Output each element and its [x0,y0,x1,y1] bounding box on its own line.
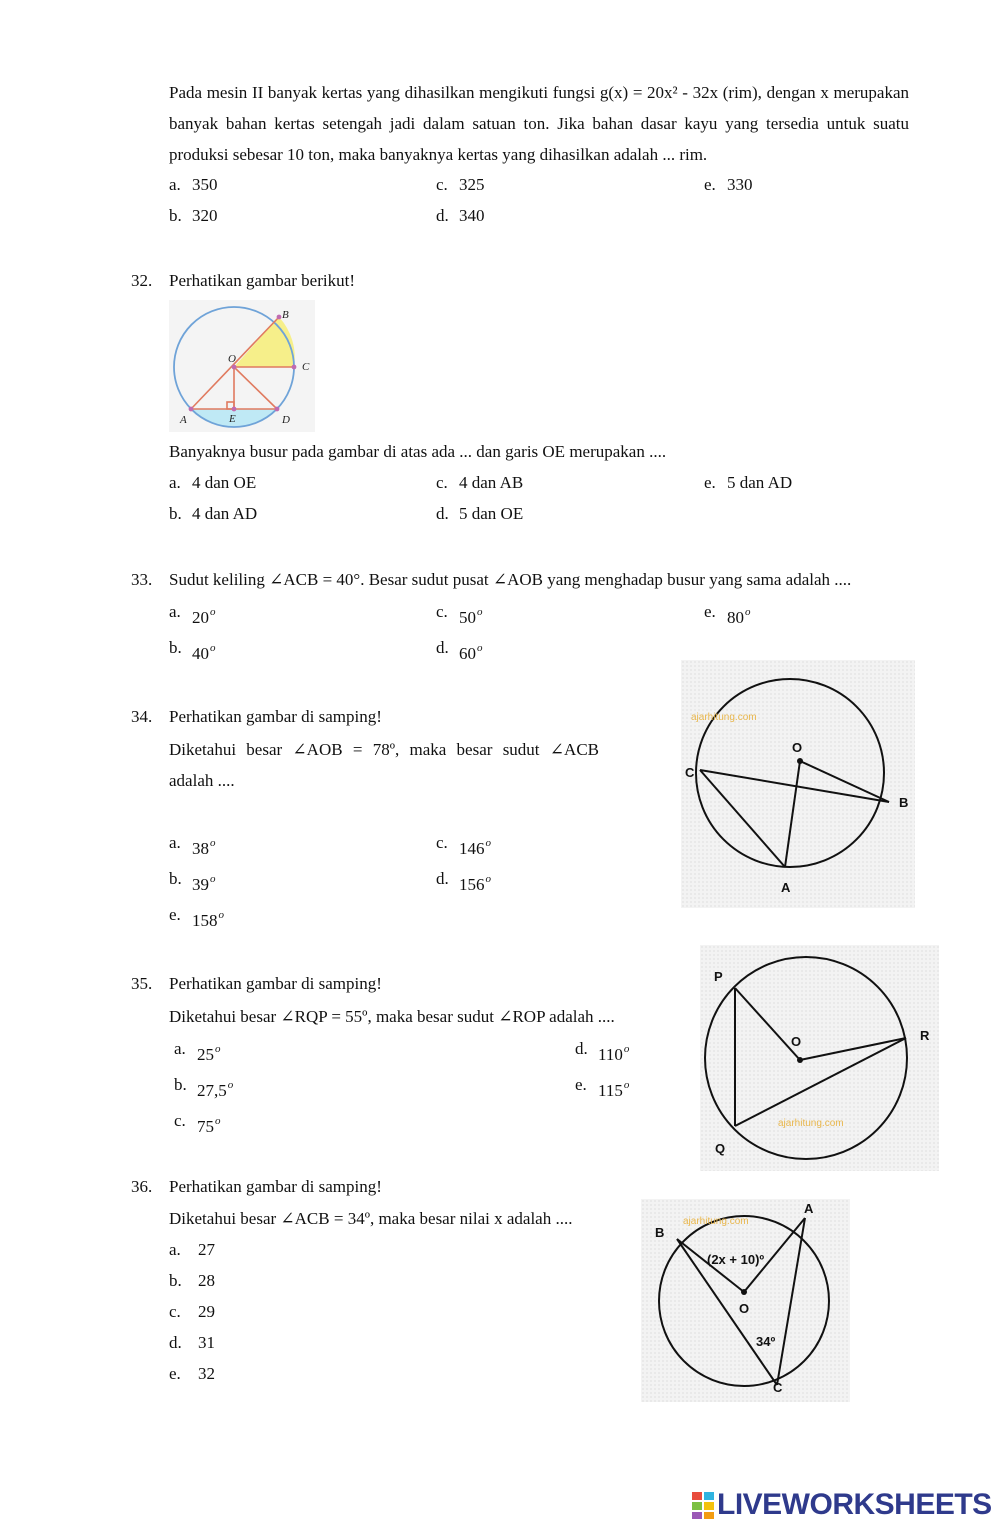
q31-option-c[interactable]: c. 325 [436,175,485,194]
q33-option-b[interactable]: b. 40$^o$ [169,638,216,663]
q36-option-a[interactable]: a. 27 [169,1240,215,1259]
q32-option-b[interactable]: b. 4 dan AD [169,504,258,523]
q36-option-e[interactable]: e. 32 [169,1364,215,1383]
q34-circle-figure [681,660,915,908]
q35-prompt: Perhatikan gambar di samping! [169,974,382,993]
q35-label-r: R [920,1028,930,1043]
q34-label-c: C [685,765,695,780]
q35-label-q: Q [715,1141,726,1156]
q35-center-point [797,1057,803,1063]
q34-label-a: A [781,880,791,895]
q31-option-e[interactable]: e. 330 [704,175,753,194]
q32-circle-figure [169,300,315,432]
q36-center-point [741,1289,747,1295]
q35-option-b[interactable]: b. 27,5$^o$ [174,1075,234,1100]
q35-label-p: P [714,969,723,984]
q35-option-d[interactable]: d. 110$^o$ [575,1039,630,1064]
q31-option-b[interactable]: b. 320 [169,206,218,225]
q34-label-o: O [792,740,803,755]
q34-prompt: Perhatikan gambar di samping! [169,707,382,726]
q34-option-c[interactable]: c. 146$^o$ [436,833,491,858]
q34-option-b[interactable]: b. 39$^o$ [169,869,216,894]
q32-label-d: D [282,414,290,426]
q32-option-c[interactable]: c. 4 dan AB [436,473,524,492]
q36-option-b[interactable]: b. 28 [169,1271,215,1290]
q35-line1: Diketahui besar ∠RQP = 55º, maka besar sudut ∠ROP adalah .... [169,1007,615,1026]
q32-label-o: O [228,353,236,365]
q32-option-a[interactable]: a. 4 dan OE [169,473,257,492]
q32-number: 32. [131,271,153,290]
liveworksheets-logo [692,1488,992,1522]
q33-option-a[interactable]: a. 20$^o$ [169,602,216,627]
q34-line2: adalah .... [169,771,235,790]
q33-option-c[interactable]: c. 50$^o$ [436,602,483,627]
q35-watermark: ajarhitung.com [778,1118,844,1129]
q34-number: 34. [131,707,153,726]
q36-label-expr: (2x + 10)º [707,1252,765,1267]
q36-label-c: C [773,1380,783,1395]
q35-option-a[interactable]: a. 25$^o$ [174,1039,221,1064]
q34-lines [700,761,889,867]
liveworksheets-logo-icon [692,1491,714,1519]
q33-option-d[interactable]: d. 60$^o$ [436,638,483,663]
q34-label-b: B [899,795,909,810]
q36-circle-figure [641,1199,850,1402]
q36-label-angle: 34º [756,1334,776,1349]
q32-label-c: C [302,361,310,373]
q36-number: 36. [131,1177,153,1196]
q34-option-e[interactable]: e. 158$^o$ [169,905,224,930]
q36-option-c[interactable]: c. 29 [169,1302,215,1321]
q35-number: 35. [131,974,153,993]
q36-line1: Diketahui besar ∠ACB = 34º, maka besar nilai x adalah .... [169,1209,573,1228]
liveworksheets-brand-text: LIVEWORKSHEETS [717,1488,992,1521]
q35-option-e[interactable]: e. 115$^o$ [575,1075,630,1100]
q32-label-b: B [282,309,289,321]
q36-label-b: B [655,1225,665,1240]
q32-label-e: E [229,413,236,425]
q34-line1: Diketahui besar ∠AOB = 78º, maka besar sudut ∠ACB [169,740,599,759]
q36-option-d[interactable]: d. 31 [169,1333,215,1352]
q33-text: Sudut keliling ∠ACB = 40°. Besar sudut pusat ∠AOB yang menghadap busur yang sama adalah .... [169,570,852,589]
q35-label-o: O [791,1034,802,1049]
q31-option-a[interactable]: a. 350 [169,175,218,194]
q33-option-e[interactable]: e. 80$^o$ [704,602,751,627]
q33-number: 33. [131,570,153,589]
q35-lines [735,988,906,1126]
q34-option-a[interactable]: a. 38$^o$ [169,833,216,858]
q32-label-a: A [180,414,187,426]
q36-prompt: Perhatikan gambar di samping! [169,1177,382,1196]
q35-option-c[interactable]: c. 75$^o$ [174,1111,221,1136]
q31-option-d[interactable]: d. 340 [436,206,485,225]
q32-question: Banyaknya busur pada gambar di atas ada ... dan garis OE merupakan .... [169,442,667,461]
q34-watermark: ajarhitung.com [691,712,757,723]
q36-label-a: A [804,1201,814,1216]
q32-prompt: Perhatikan gambar berikut! [169,271,355,290]
q32-option-d[interactable]: d. 5 dan OE [436,504,524,523]
q35-circle-figure [700,945,939,1171]
q31-text: Pada mesin II banyak kertas yang dihasilkan mengikuti fungsi g(x) = 20x² - 32x (rim), dengan x merupakan banyak bahan kertas setengah jadi dalam satuan ton. Jika bahan dasar kayu yang tersedia untuk suatu produksi sebesar 10 ton, maka banyaknya kertas yang dihasilkan adalah ... rim. [169,83,909,164]
q36-watermark: ajarhitung.com [683,1216,749,1227]
q34-option-d[interactable]: d. 156$^o$ [436,869,491,894]
q36-label-o: O [739,1301,750,1316]
q34-center-point [797,758,803,764]
q32-option-e[interactable]: e. 5 dan AD [704,473,793,492]
